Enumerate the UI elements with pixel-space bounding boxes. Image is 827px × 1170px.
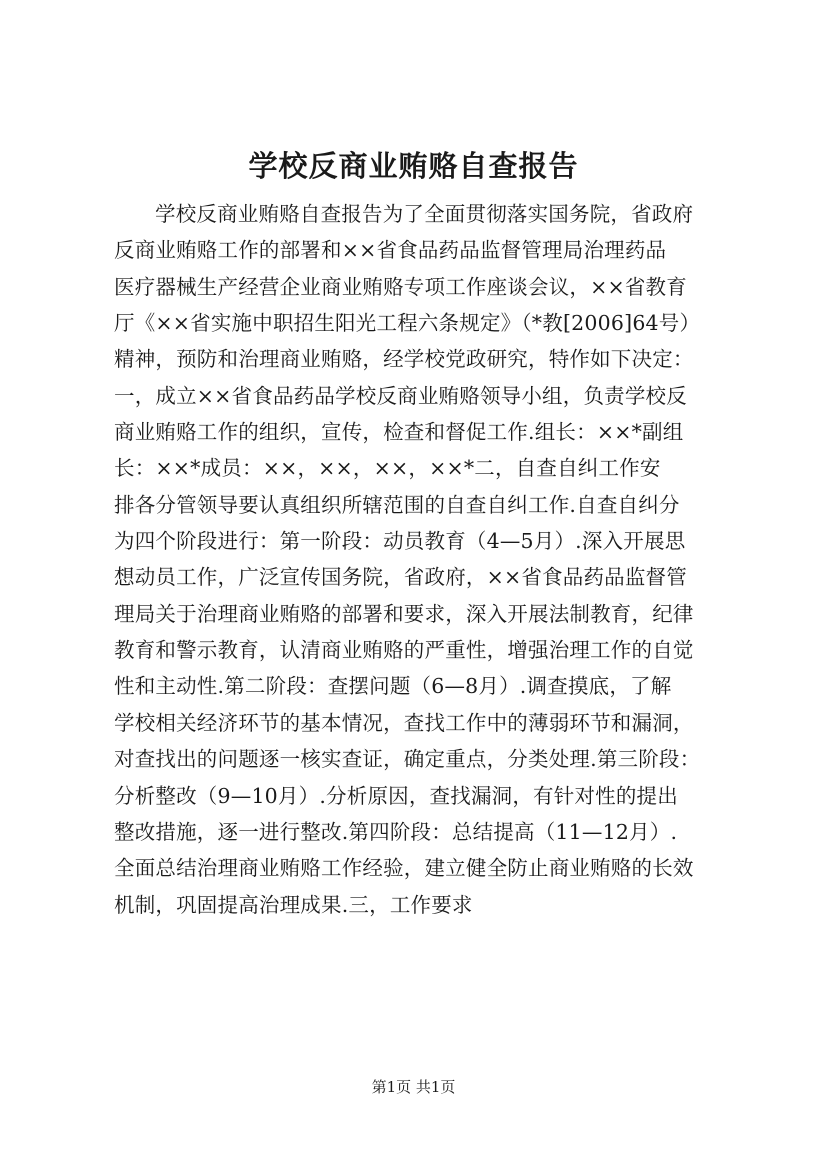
body-line: 全面总结治理商业贿赂工作经验，建立健全防止商业贿赂的长效 bbox=[114, 856, 694, 881]
body-line: 教育和警示教育，认清商业贿赂的严重性，增强治理工作的自觉 bbox=[114, 638, 694, 663]
body-line: 精神，预防和治理商业贿赂，经学校党政研究，特作如下决定： bbox=[114, 347, 694, 372]
body-line: 整改措施，逐一进行整改.第四阶段：总结提高（11—12月）. bbox=[114, 819, 678, 844]
body-line: 分析整改（9—10月）.分析原因，查找漏洞，有针对性的提出 bbox=[114, 783, 678, 808]
document-body bbox=[114, 196, 720, 923]
body-line: 性和主动性.第二阶段：查摆问题（6—8月）.调查摸底，了解 bbox=[114, 674, 672, 699]
body-line: 厅《××省实施中职招生阳光工程六条规定》（*教[2006]64号） bbox=[114, 311, 701, 336]
body-line: 学校相关经济环节的基本情况，查找工作中的薄弱环节和漏洞， bbox=[114, 710, 694, 735]
body-line: 为四个阶段进行：第一阶段：动员教育（4—5月）.深入开展思 bbox=[114, 529, 686, 554]
document-title: 学校反商业贿赂自查报告 bbox=[248, 149, 579, 183]
body-line: 排各分管领导要认真组织所辖范围的自查自纠工作.自查自纠分 bbox=[114, 492, 680, 517]
body-line: 长：××*成员：××，××，××，××*二，自查自纠工作安 bbox=[114, 456, 661, 481]
body-line: 商业贿赂工作的组织，宣传，检查和督促工作.组长：××*副组 bbox=[114, 420, 684, 445]
body-line: 医疗器械生产经营企业商业贿赂专项工作座谈会议，××省教育 bbox=[114, 274, 687, 299]
body-line: 理局关于治理商业贿赂的部署和要求，深入开展法制教育，纪律 bbox=[114, 601, 694, 626]
page-footer: 第1页 共1页 bbox=[371, 1078, 456, 1096]
body-line: 机制，巩固提高治理成果.三，工作要求 bbox=[114, 892, 473, 917]
body-line: 对查找出的问题逐一核实查证，确定重点，分类处理.第三阶段： bbox=[114, 747, 701, 772]
body-line: 想动员工作，广泛宣传国务院，省政府，××省食品药品监督管 bbox=[114, 565, 687, 590]
body-line: 一，成立××省食品药品学校反商业贿赂领导小组，负责学校反 bbox=[114, 383, 687, 408]
body-line: 反商业贿赂工作的部署和××省食品药品监督管理局治理药品 bbox=[114, 238, 667, 263]
body-line: 学校反商业贿赂自查报告为了全面贯彻落实国务院，省政府 bbox=[155, 202, 694, 226]
